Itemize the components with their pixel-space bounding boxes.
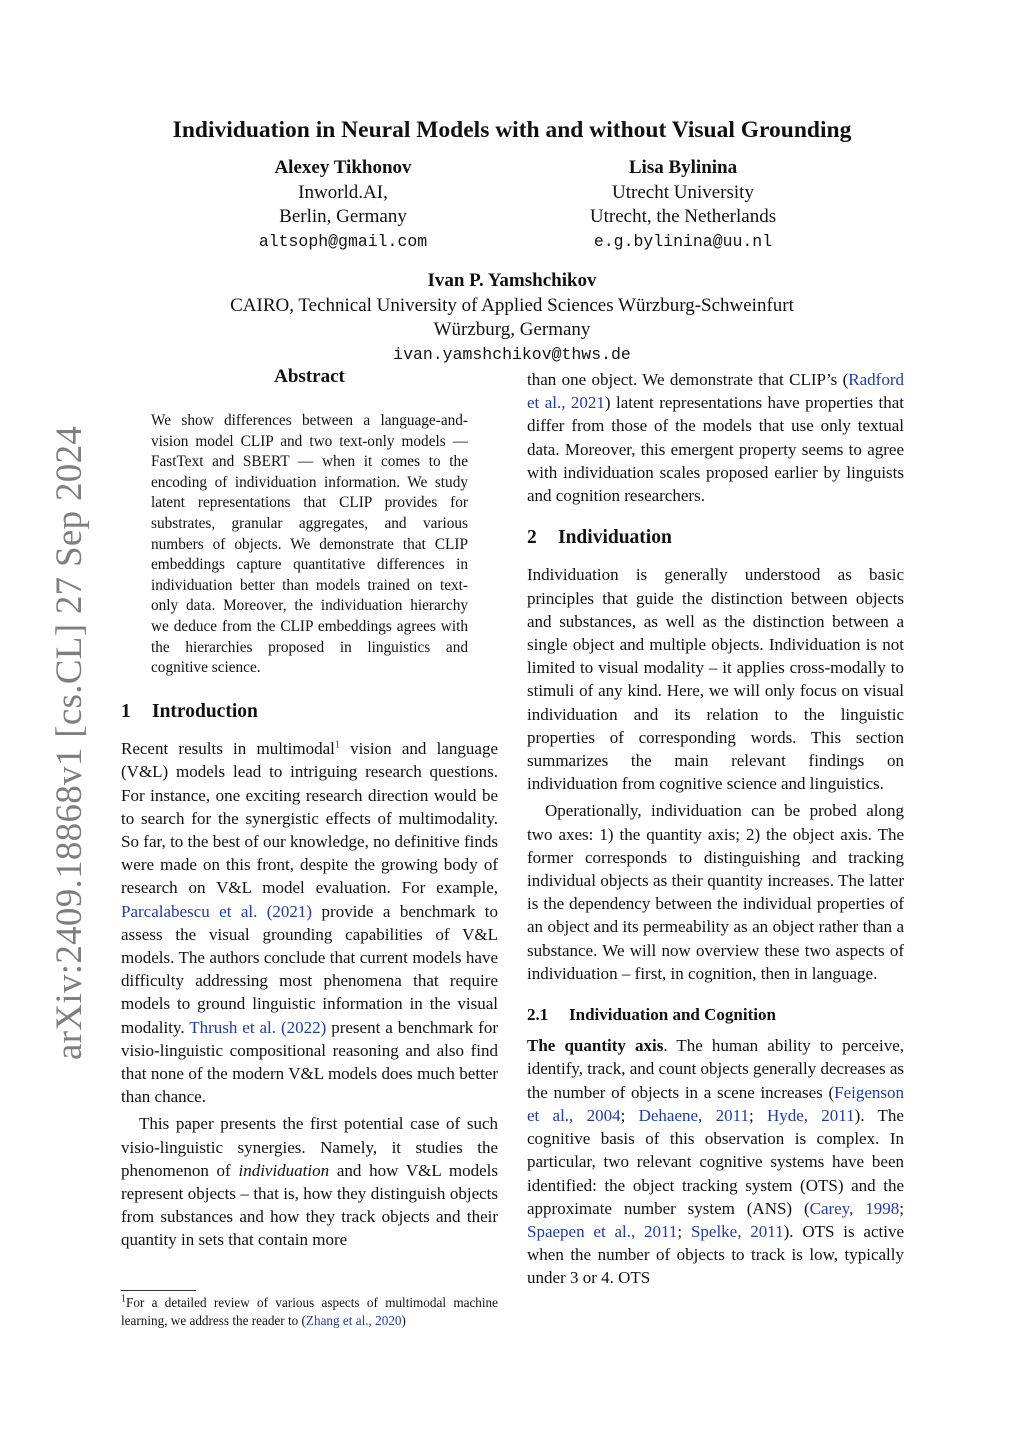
section-heading bbox=[527, 526, 904, 549]
abstract-heading: Abstract bbox=[274, 366, 345, 387]
citation-link[interactable]: Spelke, 2011 bbox=[690, 1221, 784, 1241]
text-run: present a benchmark for visio-linguistic compositional reasoning and also find that none of the modern V&L models does much better than chance. bbox=[121, 1017, 499, 1107]
footnote-text: For a detailed review of various aspects of multimodal machine learning, we address the reader to ( bbox=[121, 1295, 498, 1328]
author-block bbox=[243, 156, 443, 254]
text-run: ; bbox=[899, 1198, 904, 1218]
citation-link[interactable]: Parcalabescu et al. (2021) bbox=[121, 901, 313, 921]
citation-link[interactable]: Carey, 1998 bbox=[809, 1198, 900, 1218]
text-run: ; bbox=[677, 1221, 691, 1241]
citation-link[interactable]: Zhang et al., 2020 bbox=[305, 1312, 402, 1328]
author-affiliation: Utrecht University bbox=[612, 181, 754, 203]
footnote-text: ) bbox=[401, 1312, 406, 1328]
author-location: Würzburg, Germany bbox=[433, 319, 591, 340]
paragraph bbox=[527, 1034, 904, 1289]
author-location: Berlin, Germany bbox=[279, 206, 407, 227]
citation-link[interactable]: Radford et al., 2021 bbox=[527, 370, 904, 413]
author-block bbox=[563, 156, 803, 254]
footnote-divider bbox=[121, 1290, 196, 1291]
paragraph bbox=[121, 737, 498, 1108]
subsection-heading bbox=[527, 1003, 904, 1026]
section-number: 2 bbox=[527, 527, 537, 549]
paragraph: Operationally, individuation can be probed along two axes: 1) the quantity axis; 2) the object axis. The former corresponds to distinguishing and tracking individual objects as their quantity increases. The latter is the dependency between the individual properties of an object and its permeability as an object rather than a substance. We will now overview these two aspects of individuation – first, in cognition, then in language. bbox=[527, 801, 904, 983]
footnote-number: 1 bbox=[121, 1293, 126, 1305]
right-column bbox=[527, 368, 904, 1290]
citation-link[interactable]: Spaepen et al., 2011 bbox=[527, 1221, 678, 1241]
section-number: 1 bbox=[121, 701, 131, 722]
author-location: Utrecht, the Netherlands bbox=[589, 206, 777, 227]
text-run: than one object. We demonstrate that CLIP’s ( bbox=[527, 370, 849, 389]
text-run: ; bbox=[620, 1105, 639, 1125]
text-run: . The human ability to perceive, identify, track, and count objects generally decreases as the number of objects in a scene increases ( bbox=[527, 1036, 904, 1102]
paper-title: Individuation in Neural Models with and without Visual Grounding bbox=[172, 117, 852, 143]
text-run: Recent results in multimodal bbox=[121, 739, 335, 759]
paragraph bbox=[121, 1112, 498, 1251]
text-run: ; bbox=[748, 1105, 767, 1125]
left-column bbox=[121, 700, 498, 1252]
footnote-marker[interactable]: 1 bbox=[334, 739, 340, 751]
text-run: ) latent representations have properties that differ from those of the models that use only textual data. Moreover, this emergent property seems to agree with individuation scales proposed earlier by linguists and cognition researchers. bbox=[527, 393, 904, 506]
citation-link[interactable]: Thrush et al. (2022) bbox=[189, 1017, 327, 1037]
text-run: This paper presents the first potential case of such visio-linguistic synergies. Namely, it studies the phenomenon of bbox=[121, 1114, 498, 1180]
paragraph bbox=[527, 368, 904, 507]
author-email[interactable]: e.g.bylinina@uu.nl bbox=[593, 231, 773, 251]
citation-link[interactable]: Dehaene, 2011 bbox=[638, 1105, 749, 1125]
author-name: Alexey Tikhonov bbox=[274, 157, 412, 178]
section-heading bbox=[121, 700, 498, 723]
abstract-text: We show differences between a language-and-vision model CLIP and two text-only models — FastText and SBERT — when it comes to the encoding of individuation information. We study latent representations that CLIP provides for substrates, granular aggregates, and various numbers of objects. We demonstrate that CLIP embeddings capture quantitative differences in individuation better than models trained on text-only data. Moreover, the individuation hierarchy we deduce from the CLIP embeddings agrees with the hierarchies proposed in linguistics and cognitive science. bbox=[151, 412, 468, 677]
footnote bbox=[121, 1294, 498, 1329]
arxiv-side-stamp: arXiv:2409.18868v1 [cs.CL] 27 Sep 2024 bbox=[49, 425, 90, 1060]
text-run: ). OTS is active when the number of objects to track is low, typically under 3 or 4. OTS bbox=[527, 1221, 904, 1288]
paragraph: Individuation is generally understood as basic principles that guide the distinction between objects and substances, as well as the distinction between a single object and multiple objects. Individuation is not limited to visual modality – it applies cross-modally to stimuli of any kind. Here, we will only focus on visual individuation and its relation to the linguistic properties of corresponding words. This section summarizes the main relevant findings on individuation from cognitive science and linguistics. bbox=[527, 565, 904, 794]
citation-link[interactable]: Feigenson et al., 2004 bbox=[527, 1082, 904, 1125]
text-run: and how V&L models represent objects – that is, how they distinguish objects from substances and how they track objects and their quantity in sets that contain more bbox=[121, 1160, 498, 1250]
author-email[interactable]: ivan.yamshchikov@thws.de bbox=[393, 344, 631, 364]
citation-link[interactable]: Hyde, 2011 bbox=[766, 1105, 855, 1125]
author-email[interactable]: altsoph@gmail.com bbox=[258, 231, 428, 251]
author-name: Lisa Bylinina bbox=[628, 157, 738, 178]
text-run: ). The cognitive basis of this observation is complex. In particular, two relevant cognitive systems have been identified: the object tracking system (OTS) and the approximate number system (ANS) ( bbox=[527, 1105, 904, 1218]
emphasis: individuation bbox=[238, 1160, 330, 1180]
text-run: vision and language (V&L) models lead to intriguing research questions. For instance, one exciting research direction would be to search for the synergistic effects of multimodality. So far, to the best of our knowledge, no definitive finds were made on this front, despite the growing body of research on V&L model evaluation. For example, bbox=[121, 739, 498, 898]
section-title: Introduction bbox=[152, 701, 258, 722]
author-affiliation: Inworld.AI, bbox=[298, 181, 388, 203]
author-name: Ivan P. Yamshchikov bbox=[427, 270, 597, 291]
section-title: Individuation bbox=[558, 527, 672, 549]
text-run: provide a benchmark to assess the visual grounding capabilities of V&L models. The authors conclude that current models have difficulty addressing most phenomena that require models to ground linguistic information in the visual modality. bbox=[121, 901, 499, 1037]
run-in-heading: The quantity axis bbox=[527, 1036, 664, 1056]
author-affiliation: CAIRO, Technical University of Applied Sciences Würzburg-Schweinfurt bbox=[230, 294, 794, 316]
subsection-number: 2.1 bbox=[527, 1005, 549, 1025]
subsection-title: Individuation and Cognition bbox=[569, 1005, 776, 1025]
author-block bbox=[112, 269, 912, 367]
